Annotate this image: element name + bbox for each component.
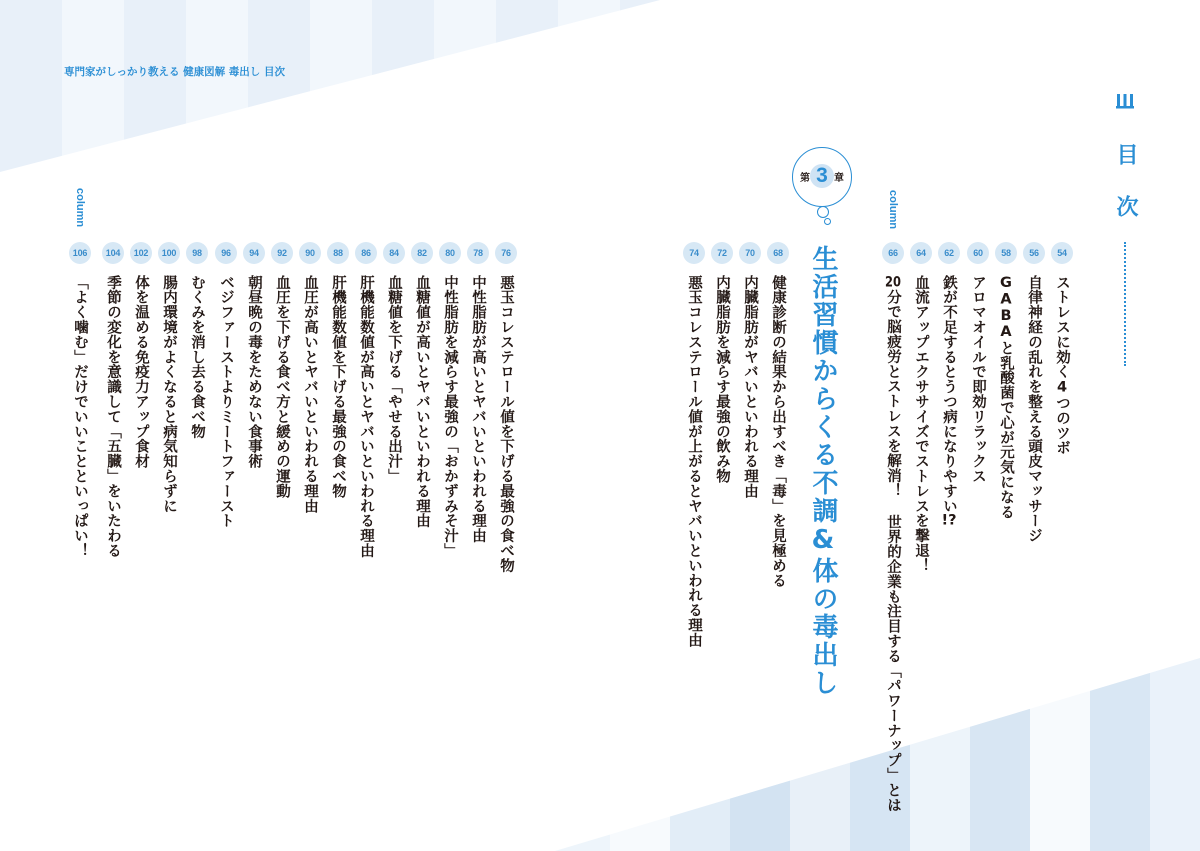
toc-entry <box>240 242 268 802</box>
entry-title: 血圧を下げる食べ方と緩めの運動 <box>274 275 290 499</box>
toc-entry <box>296 242 324 802</box>
page-number: 94 <box>243 242 265 264</box>
entry-title: 自律神経の乱れを整える頭皮マッサージ <box>1026 275 1042 544</box>
chapter-number: 3 <box>810 164 834 188</box>
toc-entry <box>380 242 408 802</box>
page-number: 72 <box>711 242 733 264</box>
top-left-stripes <box>0 0 682 180</box>
page-number: 56 <box>1023 242 1045 264</box>
toc-entry <box>352 242 380 802</box>
page-number: 82 <box>411 242 433 264</box>
page-number: 98 <box>186 242 208 264</box>
page-number: 104 <box>102 242 124 264</box>
toc-entry <box>66 242 94 802</box>
entry-title: 体を温める免疫力アップ食材 <box>133 275 149 469</box>
entry-title: 20分で脳疲労とストレスを解消！ 世界的企業も注目する「パワーナップ」とは <box>885 275 901 813</box>
entry-title: 朝昼晩の毒をためない食事術 <box>246 275 262 469</box>
page-number: 88 <box>327 242 349 264</box>
toc-entry <box>680 242 708 802</box>
entry-title: 中性脂肪が高いとヤバいといわれる理由 <box>470 275 486 544</box>
column-label: column <box>887 190 899 230</box>
book-icon <box>1115 92 1135 110</box>
page-number: 96 <box>215 242 237 264</box>
entry-title: アロマオイルで即効リラックス <box>970 275 986 484</box>
toc-entry <box>183 242 211 802</box>
entry-title: 内臓脂肪を減らす最強の飲み物 <box>714 275 730 484</box>
entry-title: ベジファーストよりミートファースト <box>218 275 234 529</box>
entry-title: 悪玉コレステロール値が上がるとヤバいといわれる理由 <box>686 275 702 648</box>
toc-entry <box>964 242 992 802</box>
entry-title: 腸内環境がよくなると病気知らずに <box>161 275 177 514</box>
entry-title: むくみを消し去る食べ物 <box>189 275 205 439</box>
page-number: 90 <box>299 242 321 264</box>
entry-title: 鉄が不足するとうつ病になりやすい!? <box>941 275 957 528</box>
toc-entry <box>1020 242 1048 802</box>
column-label: column <box>74 188 86 228</box>
toc-entry <box>935 242 963 802</box>
page-number: 100 <box>158 242 180 264</box>
toc-entry <box>155 242 183 802</box>
page-number: 68 <box>767 242 789 264</box>
toc-heading: 目次 <box>1113 143 1138 247</box>
entry-title: GABAと乳酸菌で心が元気になる <box>998 275 1014 520</box>
page-number: 92 <box>271 242 293 264</box>
entry-title: 中性脂肪を減らす最強の「おかずみそ汁」 <box>442 275 458 559</box>
entry-title: 血圧が高いとヤバいといわれる理由 <box>302 275 318 514</box>
toc-entry <box>436 242 464 802</box>
page-number: 64 <box>910 242 932 264</box>
toc-entry <box>992 242 1020 802</box>
entry-title: 肝機能数値が高いとヤバいといわれる理由 <box>358 275 374 559</box>
page-number: 54 <box>1051 242 1073 264</box>
toc-entry <box>1048 242 1076 802</box>
chapter-prefix: 第 <box>800 173 810 184</box>
page-number: 86 <box>355 242 377 264</box>
bottom-right-stripes <box>555 640 1200 851</box>
toc-entry <box>127 242 155 802</box>
page-number: 102 <box>130 242 152 264</box>
toc-entry <box>212 242 240 802</box>
page-number: 76 <box>495 242 517 264</box>
toc-entry <box>268 242 296 802</box>
dotted-divider <box>1124 242 1126 366</box>
page-number: 80 <box>439 242 461 264</box>
page-number: 60 <box>967 242 989 264</box>
toc-entry <box>492 242 520 802</box>
chapter-title: 生活習慣からくる不調&体の毒出し <box>808 245 838 697</box>
page-number: 58 <box>995 242 1017 264</box>
toc-entry <box>764 242 792 802</box>
bubble-decoration <box>817 206 829 218</box>
entry-title: 健康診断の結果から出すべき「毒」を見極める <box>770 275 786 588</box>
page-number: 62 <box>938 242 960 264</box>
chapter-badge <box>792 147 852 207</box>
page-number: 84 <box>383 242 405 264</box>
entry-title: 内臓脂肪がヤバいといわれる理由 <box>742 275 758 499</box>
entry-title: 血流アップエクササイズでストレスを撃退！ <box>913 275 929 573</box>
entry-title: 血糖値が高いとヤバいといわれる理由 <box>414 275 430 529</box>
entry-title: 「よく噛む」だけでいいことといっぱい！ <box>72 275 88 559</box>
toc-entry <box>736 242 764 802</box>
page-number: 70 <box>739 242 761 264</box>
toc-entry <box>99 242 127 802</box>
entry-title: 悪玉コレステロール値を下げる最強の食べ物 <box>498 275 514 573</box>
toc-entry <box>907 242 935 802</box>
page-number: 78 <box>467 242 489 264</box>
toc-entry <box>879 242 907 813</box>
page-number: 74 <box>683 242 705 264</box>
entry-title: ストレスに効く4つのツボ <box>1054 275 1070 456</box>
entry-title: 血糖値を下げる「やせる出汁」 <box>386 275 402 484</box>
toc-entry <box>324 242 352 802</box>
entry-title: 季節の変化を意識して「五臓」をいたわる <box>105 275 121 559</box>
toc-entry <box>408 242 436 802</box>
running-header: 専門家がしっかり教える 健康図解 毒出し 目次 <box>64 66 285 78</box>
page-number: 106 <box>69 242 91 264</box>
chapter-suffix: 章 <box>834 173 844 184</box>
toc-entry <box>464 242 492 802</box>
page-number: 66 <box>882 242 904 264</box>
entry-title: 肝機能数値を下げる最強の食べ物 <box>330 275 346 499</box>
bubble-decoration <box>824 218 831 225</box>
toc-entry <box>708 242 736 802</box>
